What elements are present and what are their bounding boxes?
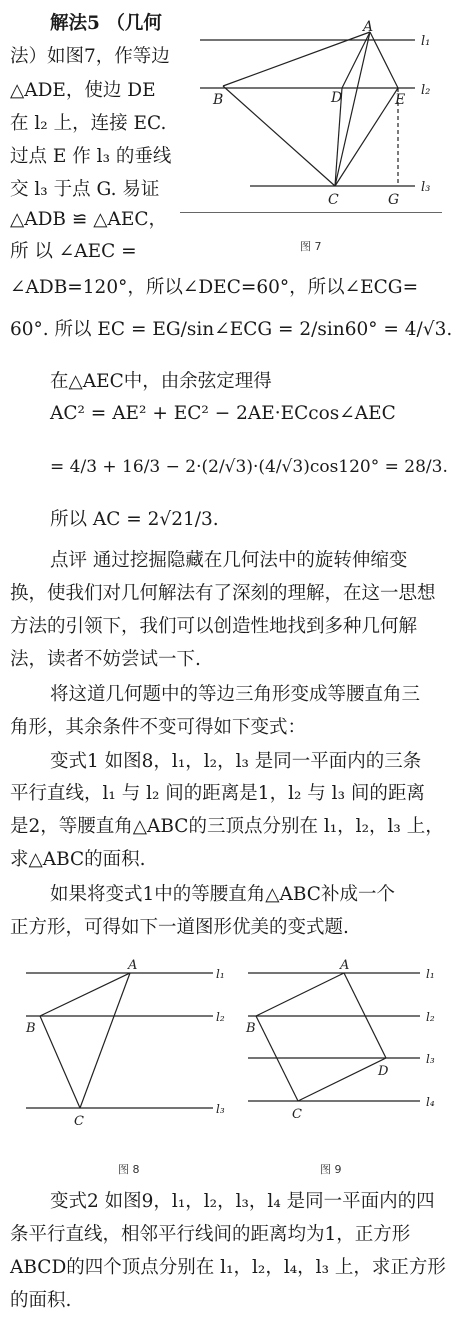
variant2-line-4: 的面积.	[10, 1290, 72, 1311]
fig8-label-l1: l₁	[216, 967, 225, 981]
fig9-label-a: A	[340, 958, 350, 973]
fig9-label-b: B	[246, 1021, 256, 1036]
method5-line-5: 过点 E 作 l₃ 的垂线	[10, 146, 172, 167]
review-line-2: 换，使我们对几何解法有了深刻的理解，在这一思想	[10, 583, 436, 604]
method5-line-4: 在 l₂ 上，连接 EC.	[10, 113, 167, 134]
variant1-line-3: 是2，等腰直角△ABC的三顶点分别在 l₁，l₂，l₃ 上，	[10, 816, 444, 837]
fig8-side-bc	[40, 1016, 80, 1108]
fig7-label-e: E	[395, 92, 406, 108]
figure-8	[18, 958, 238, 1133]
fig9-side-ab	[256, 973, 344, 1016]
fig9-label-c: C	[292, 1107, 302, 1122]
cosine-line-2: = 4/3 + 16/3 − 2·(2/√3)·(4/√3)cos120° = 28/3.	[50, 457, 448, 477]
method5-line-1: 解法5 （几何	[50, 13, 162, 34]
fig7-side-bc	[223, 86, 335, 186]
square-intro-line-1: 如果将变式1中的等腰直角△ABC补成一个	[50, 884, 395, 905]
fig9-label-l3: l₃	[426, 1052, 435, 1066]
figure-7	[195, 18, 450, 218]
fig7-label-l1: l₁	[421, 34, 431, 49]
fig8-label-b: B	[26, 1021, 36, 1036]
fig8-label-l2: l₂	[216, 1010, 225, 1024]
fig9-side-cd	[298, 1058, 386, 1101]
method5-line-6: 交 l₃ 于点 G. 易证	[10, 179, 160, 200]
method5-line-2: 法）如图7，作等边	[10, 46, 170, 67]
figure-9	[240, 958, 460, 1133]
variant2-line-2: 条平行直线，相邻平行线间的距离均为1，正方形	[10, 1224, 411, 1245]
fig7-bottom-rule	[180, 212, 442, 213]
review-line-3: 方法的引领下，我们可以创造性地找到多种几何解	[10, 616, 418, 637]
fig7-label-d: D	[331, 90, 343, 106]
fig8-label-c: C	[74, 1114, 84, 1129]
fig8-caption: 图 8	[118, 1163, 140, 1176]
method5-line-8: 所 以 ∠AEC =	[10, 241, 137, 262]
fig7-label-c: C	[328, 192, 339, 208]
fig7-label-g: G	[388, 192, 400, 208]
transition-line-2: 角形，其余条件不变可得如下变式：	[10, 717, 307, 738]
review-line-4: 法，读者不妨尝试一下.	[10, 649, 201, 670]
variant1-line-1: 变式1 如图8，l₁，l₂，l₃ 是同一平面内的三条	[50, 751, 422, 772]
variant2-line-3: ABCD的四个顶点分别在 l₁，l₂，l₄，l₃ 上，求正方形	[10, 1257, 446, 1278]
fig9-label-l4: l₄	[426, 1095, 435, 1109]
fig8-label-l3: l₃	[216, 1102, 225, 1116]
method5-line-3: △ADE，使边 DE	[10, 80, 156, 101]
method5-line-9: ∠ADB=120°，所以∠DEC=60°，所以∠ECG=	[10, 277, 419, 298]
method5-line-10: 60°. 所以 EC = EG/sin∠ECG = 2/sin60° = 4/√3.	[10, 319, 453, 340]
fig9-label-d: D	[378, 1064, 389, 1079]
square-intro-line-2: 正方形，可得如下一道图形优美的变式题.	[10, 917, 349, 938]
fig9-caption: 图 9	[320, 1163, 342, 1176]
result-line: 所以 AC = 2√21/3.	[50, 509, 219, 530]
triangle-line: 在△AEC中，由余弦定理得	[50, 371, 272, 392]
method5-line-7: △ADB ≌ △AEC，	[10, 209, 168, 230]
transition-line-1: 将这道几何题中的等边三角形变成等腰直角三	[50, 684, 421, 705]
variant2-line-1: 变式2 如图9，l₁，l₂，l₃，l₄ 是同一平面内的四	[50, 1191, 435, 1212]
cosine-line-1: AC² = AE² + EC² − 2AE·ECcos∠AEC	[50, 403, 396, 424]
fig8-label-a: A	[128, 958, 138, 973]
fig7-label-l2: l₂	[421, 83, 431, 98]
fig9-label-l2: l₂	[426, 1010, 435, 1024]
fig7-label-l3: l₃	[421, 180, 431, 195]
fig7-label-b: B	[213, 92, 224, 108]
fig7-side-ec	[335, 88, 398, 186]
review-line-1: 点评 通过挖掘隐藏在几何法中的旋转伸缩变	[50, 550, 408, 571]
fig7-caption: 图 7	[300, 240, 322, 253]
variant1-line-4: 求△ABC的面积.	[10, 849, 146, 870]
fig7-label-a: A	[363, 19, 374, 35]
fig9-label-l1: l₁	[426, 967, 435, 981]
variant1-line-2: 平行直线，l₁ 与 l₂ 间的距离是1，l₂ 与 l₃ 间的距离	[10, 783, 425, 804]
